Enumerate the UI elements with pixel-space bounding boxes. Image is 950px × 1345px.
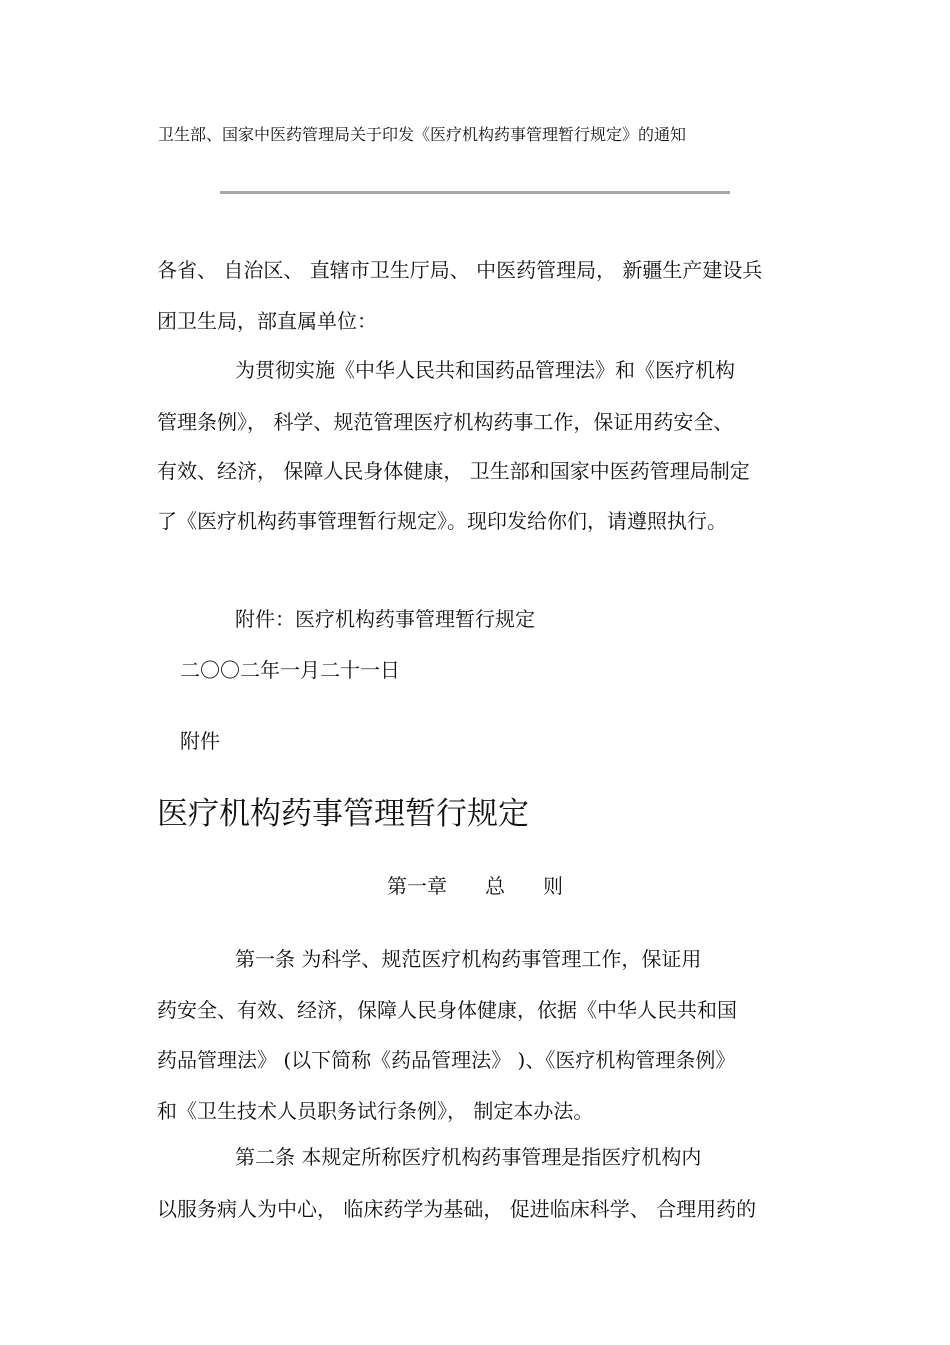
notice-paragraph-line-1: 为贯彻实施《中华人民共和国药品管理法》和《医疗机构 xyxy=(235,358,735,382)
regulation-title: 医疗机构药事管理暂行规定 xyxy=(157,796,529,832)
notice-paragraph-line-3: 有效、经济， 保障人民身体健康， 卫生部和国家中医药管理局制定 xyxy=(157,459,750,483)
addressee-line-1: 各省、 自治区、 直辖市卫生厅局、 中医药管理局， 新疆生产建设兵 xyxy=(157,258,763,282)
chapter-title-part-2: 则 xyxy=(543,874,563,898)
article-1-line-1: 第一条 为科学、规范医疗机构药事管理工作，保证用 xyxy=(235,947,702,971)
issue-date: 二〇〇二年一月二十一日 xyxy=(180,658,400,682)
chapter-title-part-1: 总 xyxy=(485,874,505,898)
notice-paragraph-line-4: 了《医疗机构药事管理暂行规定》。现印发给你们，请遵照执行。 xyxy=(157,509,727,533)
attachment-label: 附件 xyxy=(180,729,220,753)
article-1-line-3: 药品管理法》 (以下简称《药品管理法》 )、《医疗机构管理条例》 xyxy=(157,1048,736,1072)
addressee-line-2: 团卫生局，部直属单位： xyxy=(157,309,377,333)
chapter-number: 第一章 xyxy=(387,874,447,898)
notice-paragraph-line-2: 管理条例》， 科学、规范管理医疗机构药事工作，保证用药安全、 xyxy=(157,410,734,434)
chapter-heading xyxy=(0,870,950,899)
notice-title: 卫生部、国家中医药管理局关于印发《医疗机构药事管理暂行规定》的通知 xyxy=(158,125,687,144)
attachment-note: 附件：医疗机构药事管理暂行规定 xyxy=(235,607,535,631)
article-2-line-2: 以服务病人为中心， 临床药学为基础， 促进临床科学、 合理用药的 xyxy=(157,1197,757,1221)
article-1-line-4: 和《卫生技术人员职务试行条例》， 制定本办法。 xyxy=(157,1099,594,1123)
article-1-line-2: 药安全、有效、经济，保障人民身体健康，依据《中华人民共和国 xyxy=(157,998,737,1022)
title-divider xyxy=(220,191,730,194)
article-2-line-1: 第二条 本规定所称医疗机构药事管理是指医疗机构内 xyxy=(235,1145,702,1169)
